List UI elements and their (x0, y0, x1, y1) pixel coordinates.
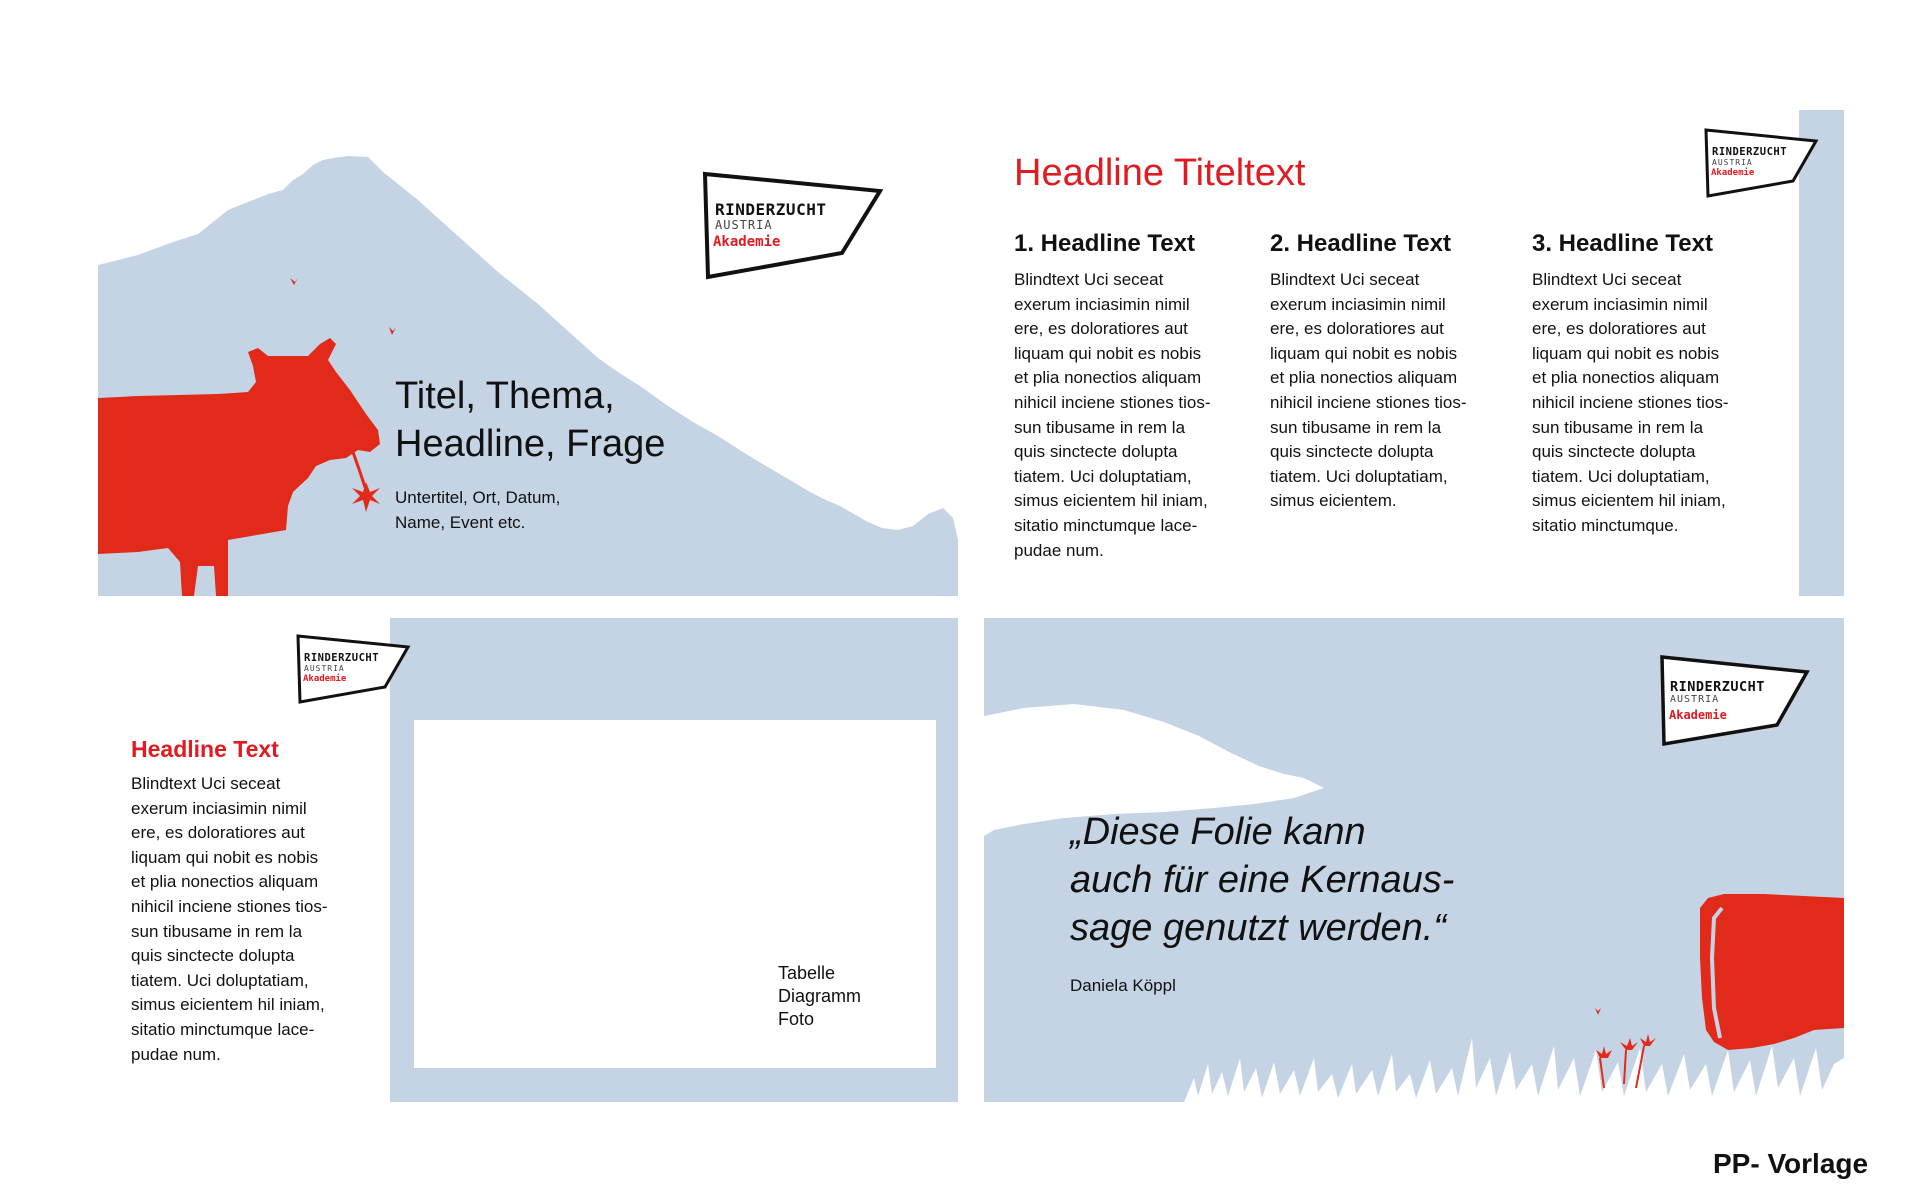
quote-text: „Diese Folie kann auch für eine Kernaus- sage genutzt werden.“ (1070, 811, 1455, 949)
logo-line1: RINDERZUCHT (715, 200, 827, 219)
slide-columns (984, 110, 1844, 596)
media-placeholder-label: Tabelle Diagramm Foto (778, 963, 862, 1029)
logo-line3: Akademie (1669, 708, 1727, 722)
logo-line2: AUSTRIA (1670, 694, 1720, 705)
column-1-headline: 1. Headline Text (1014, 230, 1195, 257)
logo (1704, 128, 1819, 198)
slide-title-subtitle: Untertitel, Ort, Datum, Name, Event etc. (395, 488, 561, 532)
slide-quote (984, 618, 1844, 1102)
column-3-text: Blindtext Uci seceat exerum inciasimin nimil ere, es doloratiores aut liquam qui nobit es nobis et plia nonectios aliquam nihicil inciene stiones tios- sun tibusame in rem la quis sinctecte dolupta tiatem. Uci doluptatiam, simus eicientem hil iniam, sitatio minctumque. (1532, 270, 1729, 535)
logo (296, 634, 411, 704)
logo (702, 171, 882, 281)
slide-title-heading: Titel, Thema, Headline, Frage (395, 375, 666, 465)
logo-line3: Akademie (713, 234, 781, 250)
logo-line2: AUSTRIA (1712, 158, 1753, 167)
column-2-headline: 2. Headline Text (1270, 230, 1451, 257)
column-2-text: Blindtext Uci seceat exerum inciasimin nimil ere, es doloratiores aut liquam qui nobit es nobis et plia nonectios aliquam nihicil inciene stiones tios- sun tibusame in rem la quis sinctecte dolupta tiatem. Uci doluptatiam, simus eicientem. (1270, 270, 1467, 511)
logo-line3: Akademie (1711, 168, 1755, 178)
template-label: PP- Vorlage (1713, 1148, 1869, 1179)
slide-columns-headline: Headline Titeltext (1014, 152, 1306, 194)
logo-line1: RINDERZUCHT (1670, 679, 1765, 695)
slide-text-headline: Headline Text (131, 736, 279, 762)
logo-line1: RINDERZUCHT (1712, 146, 1788, 158)
column-1-text: Blindtext Uci seceat exerum inciasimin nimil ere, es doloratiores aut liquam qui nobit es nobis et plia nonectios aliquam nihicil inciene stiones tios- sun tibusame in rem la quis sinctecte dolupta tiatem. Uci doluptatiam, simus eicientem hil iniam, sitatio minctumque lace- pudae num. (1014, 270, 1211, 560)
slide-title (98, 110, 958, 596)
column-3-headline: 3. Headline Text (1532, 230, 1713, 257)
logo-line2: AUSTRIA (304, 664, 345, 673)
slide-text-media (98, 618, 958, 1102)
quote-author: Daniela Köppl (1070, 976, 1176, 995)
logo-line3: Akademie (303, 674, 347, 684)
logo (1660, 655, 1810, 747)
slide-text-body: Blindtext Uci seceat exerum inciasimin nimil ere, es doloratiores aut liquam qui nobit es nobis et plia nonectios aliquam nihicil inciene stiones tios- sun tibusame in rem la quis sinctecte dolupta tiatem. Uci doluptatiam, simus eicientem hil iniam, sitatio minctumque lace- pudae num. (131, 774, 328, 1064)
logo-line1: RINDERZUCHT (304, 652, 380, 664)
logo-line2: AUSTRIA (715, 218, 773, 232)
